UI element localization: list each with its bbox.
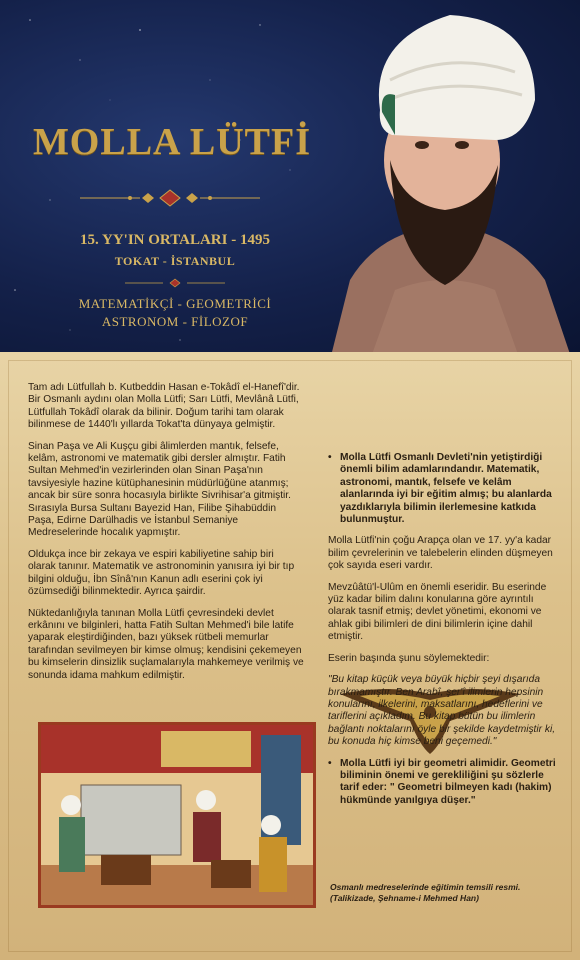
right-column: [328, 452, 558, 816]
page-title: MOLLA LÜTFİ: [32, 121, 312, 163]
portrait-image: [310, 0, 580, 352]
highlight-bullet-1: • Molla Lütfi Osmanlı Devleti'nin yetiştirdiği önemli bilim adamlarındandır. Matematik, astronomi, mantık, felsefe ve kelâm alanlarında iyi bir eğitim almış; bu alanlarda yazdıklarıyla bilimin ilerlemesine katkıda bulunmuştur.: [328, 452, 558, 526]
small-ornament: [125, 278, 225, 288]
painting-caption: Osmanlı medreselerinde eğitimin temsili resmi. (Talikizade, Şehname-i Mehmed Han): [330, 882, 521, 903]
miniature-painting: [38, 722, 316, 908]
divider-ornament: [80, 188, 260, 208]
intro-paragraph: Tam adı Lütfullah b. Kutbeddin Hasan e-Tokâdî el-Hanefî'dir. Bir Osmanlı aydını olan Molla Lütfi; Sarı Lütfi, Mevlânâ Lütfi, Lütfullah Tokâdî olarak da bilinir. Doğum tarihi tam olarak bilinmese de 1440'lı yıllarda Tokat'ta dünyaya gelmiştir.: [28, 382, 300, 431]
professions-line-1: MATEMATİKÇİ - GEOMETRİCİ: [78, 296, 272, 311]
works-paragraph: Molla Lütfi'nin çoğu Arapça olan ve 17. yy'a kadar bilim çevrelerinin ve talebelerin elinden düşmeyen çok sayıda eseri vardır.: [328, 535, 553, 572]
quote-text: "Bu kitap küçük veya büyük hiçbir şeyi dışarıda bırakmamıştır. Ben Arabî, şer'î ilimlerin hepsinin konularını, ilkelerini, maksatlarını, hedeflerini ve tariflerini açıkladım. Bu kitap bütün bu ilimlerin bağlantı noktalarını öyle bir şekilde kaydetmiştir ki, bu konuda hiç kimse beni geçemedi.": [328, 674, 556, 748]
quote-intro: Eserin başında şunu söylemektedir:: [328, 652, 490, 664]
death-paragraph: Nüktedanlığıyla tanınan Molla Lütfi çevresindeki devlet erkânını ve bilginleri, hatta Fatih Sultan Mehmed'i bile latife yaparak eleştirdiğinden, bazı yüksek rütbeli memurlar tarafından sevilmeyen bir kimse olmuş; kendisini çekemeyen bu kimselerin dinsizlik suçlamalarıyla mahkemeye verilmiş ve sonunda idama mahkum edilmiştir.: [28, 607, 304, 681]
education-paragraph: Sinan Paşa ve Ali Kuşçu gibi âlimlerden mantık, felsefe, kelâm, astronomi ve matematik gibi dersler almıştır. Fatih Sultan Mehmed'in vezirlerinden olan Sinan Paşa'nın tavsiyesiyle hazine kütüphanesinin müdürlüğüne atanmış; ancak bir süre sonra hocasıyla birlikte Sivrihisar'a gitmiştir. Sırasıyla Bursa Sultanı Bayezid Han, Filibe Şihabüddin Paşa, Edirne Darülhadis ve İstanbul Semaniye Medreselerinde hocalık yapmıştır.: [28, 440, 291, 539]
left-column: [28, 382, 304, 691]
masterwork-paragraph: Mevzûâtü'l-Ulûm en önemli eseridir. Bu eserinde yüz kadar bilim dalını konularına göre ayrıntılı olarak tasnif etmiş; devlet yönetimi, ekonomi ve ahlak gibi bilimleri de dini bilimlerin içine dahil etmiştir.: [328, 581, 547, 643]
highlight-bullet-2: • Molla Lütfi iyi bir geometri alimidir. Geometri biliminin önemi ve gerekliliğini şu sözlerle tarif eder: " Geometri bilmeyen kadı (hakim) hükmünde yanılgıya düşer.": [328, 758, 558, 808]
professions-line-2: ASTRONOM - FİLOZOF: [101, 314, 249, 329]
header-banner: [0, 0, 580, 352]
places: TOKAT - İSTANBUL: [114, 254, 236, 268]
lifespan-dates: 15. YY'IN ORTALARI - 1495: [80, 232, 270, 248]
character-paragraph: Oldukça ince bir zekaya ve espiri kabiliyetine sahip biri olarak tanınır. Matematik ve astronominin yanısıra iyi bir tıp bilgini olduğu, İbn Sînâ'nın Kanun adlı eserini çok iyi özümsediği bilinmektedir. Ayrıca şairdir.: [28, 548, 295, 598]
